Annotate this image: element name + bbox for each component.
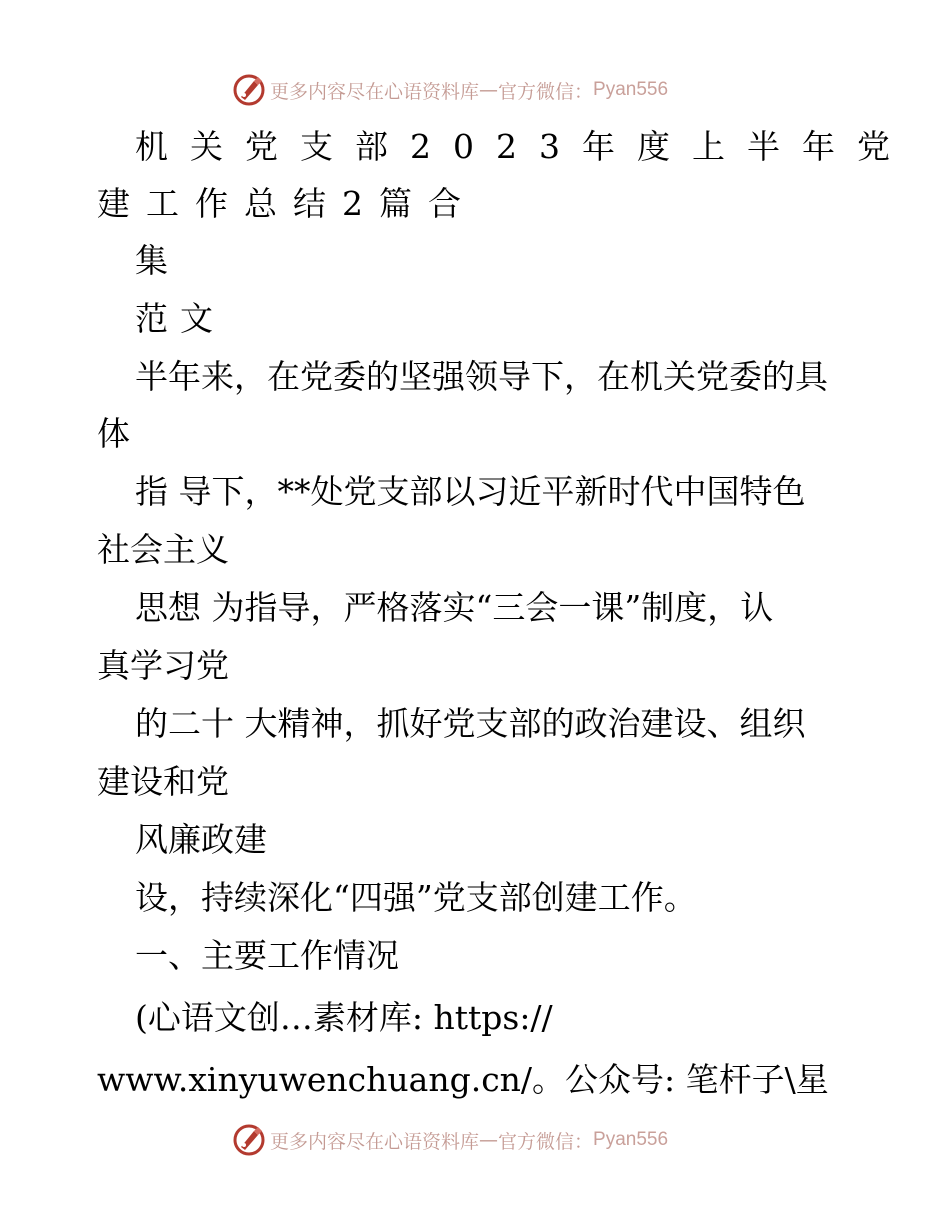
banner-wechat-label: 官方微信： (498, 1130, 594, 1153)
paragraph-line: 的二十 大精神，抓好党支部的政治建设、组织 (135, 704, 806, 743)
banner-dash: — (479, 1129, 499, 1151)
header-watermark-banner (232, 72, 712, 108)
footer-watermark-banner (232, 1122, 712, 1158)
paragraph-line: 建设和党 (97, 762, 229, 801)
paragraph-line: 指 导下，**处党支部以习近平新时代中国特色 (135, 472, 806, 511)
paragraph-line: 思想 为指导，严格落实“三会一课”制度，认 (135, 588, 774, 627)
paragraph-line: 半年来，在党委的坚强领导下，在机关党委的具 (135, 357, 828, 396)
paragraph-line: 真学习党 (97, 646, 229, 685)
banner-wechat-label: 官方微信： (498, 80, 594, 103)
section-heading: 一、主要工作情况 (135, 936, 399, 975)
xinyu-logo-icon (232, 73, 266, 107)
banner-text: 更多内容尽在心语资料库 (270, 80, 480, 103)
banner-dash: — (479, 79, 499, 101)
title-line-1: 机关党支部2023年度上半年党 (135, 127, 912, 166)
banner-text: 更多内容尽在心语资料库 (270, 1130, 480, 1153)
paragraph-line: 社会主义 (97, 530, 229, 569)
title-line-3: 集 (135, 241, 168, 280)
title-line-2: 建工作总结2篇合 (97, 184, 477, 223)
xinyu-logo-icon (232, 1123, 266, 1157)
paragraph-line: (心语文创…素材库: https:// (135, 998, 553, 1037)
paragraph-line: www.xinyuwenchuang.cn/。公众号: 笔杆子\星 (97, 1060, 829, 1099)
paragraph-line: 体 (97, 414, 130, 453)
banner-wechat-id: Pyan556 (593, 79, 669, 100)
paragraph-line: 设，持续深化“四强”党支部创建工作。 (135, 878, 697, 917)
paragraph-line: 风廉政建 (135, 820, 267, 859)
section-label-fanwen: 范文 (135, 299, 225, 338)
banner-wechat-id: Pyan556 (593, 1129, 669, 1150)
